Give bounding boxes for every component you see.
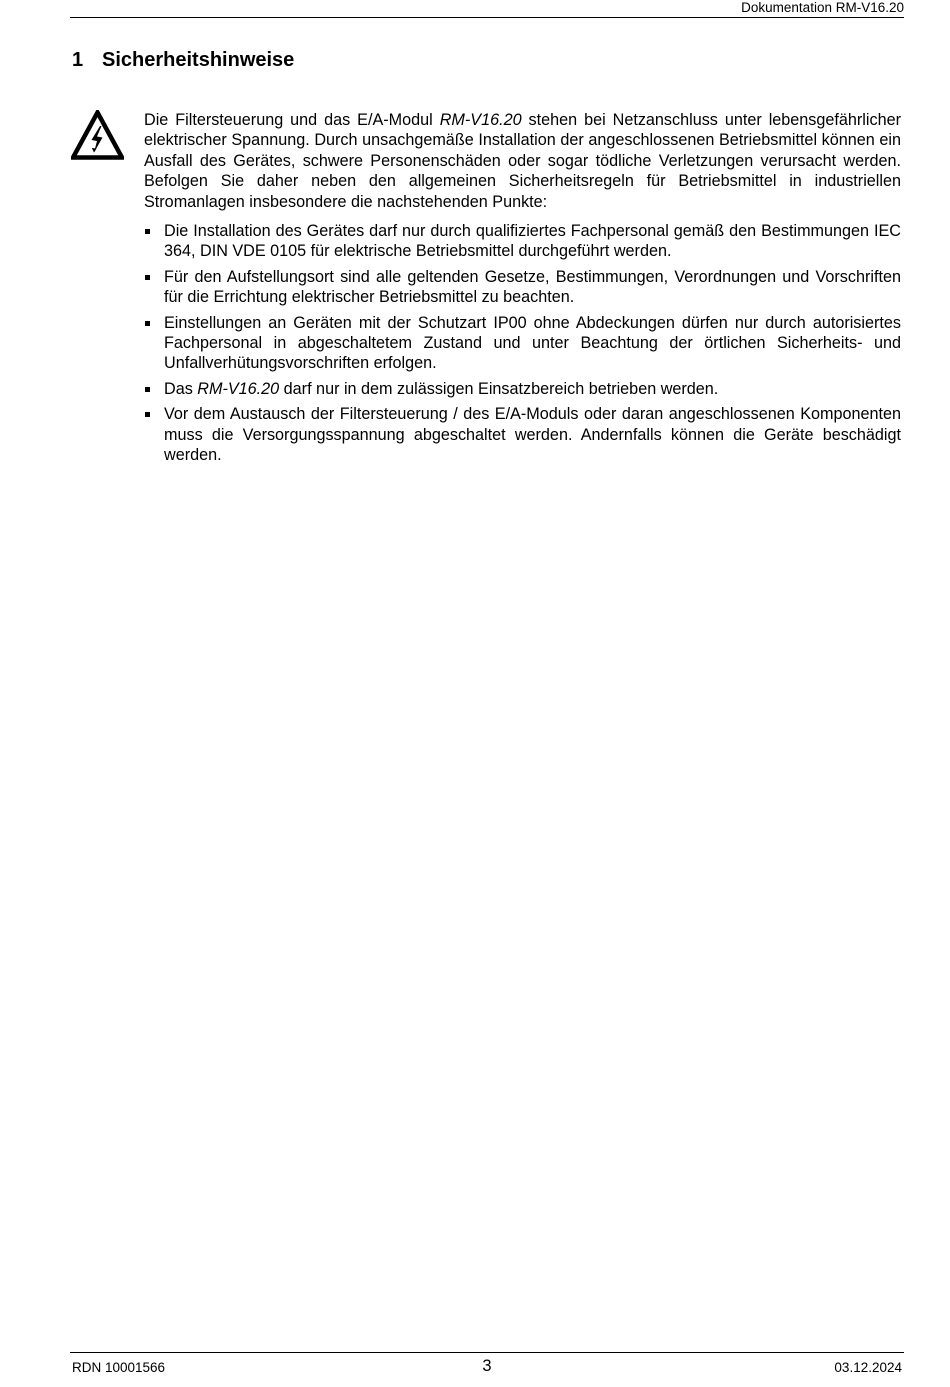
list-item-text: Einstellungen an Geräten mit der Schutzart IP00 ohne Abdeckungen dürfen nur durch autorisiertes Fachpersonal in abgeschaltetem Zustand und unter Beachtung der örtlichen Sicherheits- und Unfallverhütungsvorschriften erfolgen. xyxy=(164,313,901,373)
safety-content xyxy=(144,110,901,471)
list-item-text: Vor dem Austausch der Filtersteuerung / des E/A-Moduls oder daran angeschlossenen Komponenten muss die Versorgungsspannung abgeschaltet werden. Andernfalls können die Geräte beschädigt werden. xyxy=(164,405,901,465)
bullet-square-icon xyxy=(145,229,150,234)
intro-paragraph xyxy=(144,110,901,212)
document-date: 03.12.2024 xyxy=(834,1360,902,1375)
section-heading xyxy=(72,48,294,72)
footer-divider xyxy=(70,1352,904,1353)
intro-text-end: stehen bei Netzanschluss unter lebensgefährlicher elektrischer Spannung. Durch unsachgemäße Installation der angeschlossenen Betriebsmittel können ein Ausfall des Gerätes, schwere Personenschäden oder sogar tödliche Verletzungen verursacht werden. Befolgen Sie daher neben den allgemeinen Sicherheitsregeln für Betriebsmittel in industriellen Stromanlagen insbesondere die nachstehenden Punkte: xyxy=(144,111,901,211)
page-number: 3 xyxy=(482,1357,492,1375)
list-item-text: Die Installation des Gerätes darf nur durch qualifiziertes Fachpersonal gemäß den Bestimmungen IEC 364, DIN VDE 0105 für elektrische Betriebsmittel durchgeführt werden. xyxy=(164,222,901,261)
bullet-square-icon xyxy=(145,275,150,280)
section-number: 1 xyxy=(72,49,84,71)
intro-product-name: RM-V16.20 xyxy=(439,111,522,129)
header-divider xyxy=(70,17,904,18)
intro-text-start: Die Filtersteuerung und das E/A-Modul xyxy=(144,111,440,129)
list-item-text-start: Das xyxy=(164,379,198,398)
list-item xyxy=(144,404,901,465)
high-voltage-warning-icon xyxy=(71,110,124,160)
safety-rules-list xyxy=(144,221,901,465)
list-item-text: Für den Aufstellungsort sind alle geltenden Gesetze, Bestimmungen, Verordnungen und Vorschriften für die Errichtung elektrischer Betriebsmittel zu beachten. xyxy=(164,267,901,307)
bullet-square-icon xyxy=(145,412,150,417)
list-item xyxy=(144,221,901,262)
document-number: RDN 10001566 xyxy=(72,1360,166,1375)
section-title: Sicherheitshinweise xyxy=(102,49,295,71)
bullet-square-icon xyxy=(145,321,150,326)
list-item xyxy=(144,267,901,308)
document-header-title: Dokumentation RM-V16.20 xyxy=(741,0,904,15)
bullet-square-icon xyxy=(145,387,150,392)
list-item xyxy=(144,313,901,374)
list-item-text-end: darf nur in dem zulässigen Einsatzbereich betrieben werden. xyxy=(279,379,719,398)
list-item xyxy=(144,379,901,399)
list-item-product-name: RM-V16.20 xyxy=(197,379,280,398)
